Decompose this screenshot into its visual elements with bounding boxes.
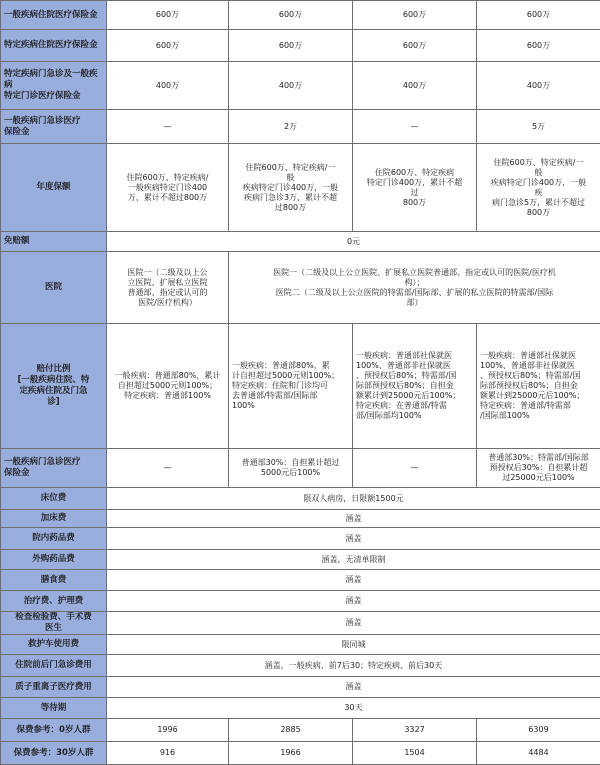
cell: 400万 bbox=[229, 62, 353, 110]
cell: — bbox=[107, 110, 229, 144]
cell: 普通部30%；特需部/国际部 预授权后30%：自担累计超 过25000元后100% bbox=[477, 449, 600, 488]
row-label: 治疗费、护理费 bbox=[1, 591, 107, 612]
cell: 一般疾病：普通部社保就医 100%、普通部非社保就医 、预授权后80%；特需部/国 际部预授权后80%；自担金 额累计到25000元后100%； 特定疾病：普通部/特需部 /国际部100% bbox=[477, 324, 600, 449]
cell: 一般疾病：普通部社保就医 100%、普通部非社保就医 、预授权后80%；特需部/国 际部预授权后80%；自担金 额累计到25000元后100%； 特定疾病：在普通部/特需 部/国际部均100% bbox=[353, 324, 477, 449]
cell: 30天 bbox=[107, 698, 600, 719]
cell: — bbox=[353, 449, 477, 488]
row-label: 质子重离子医疗费用 bbox=[1, 677, 107, 698]
cell: 涵盖 bbox=[107, 591, 600, 612]
row-outside-drugs bbox=[1, 550, 600, 570]
cell: 普通部30%：自担累计超过 5000元后100% bbox=[229, 449, 353, 488]
cell: 医院一（二级及以上公 立医院、扩展私立医院 普通部、指定或认可的 医院/医疗机构） bbox=[107, 252, 229, 324]
cell: 涵盖 bbox=[107, 528, 600, 550]
cell: 1504 bbox=[353, 742, 477, 765]
row-annual-limit bbox=[1, 144, 600, 232]
row-treatment bbox=[1, 591, 600, 612]
row-hospital bbox=[1, 252, 600, 324]
cell: 限双人病房，日限额1500元 bbox=[107, 488, 600, 510]
row-inhospital-drugs bbox=[1, 528, 600, 550]
cell: 4484 bbox=[477, 742, 600, 765]
cell: 600万 bbox=[477, 30, 600, 62]
cell: — bbox=[353, 110, 477, 144]
row-label: 一般疾病门急诊医疗 保险金 bbox=[1, 449, 107, 488]
row-label: 医院 bbox=[1, 252, 107, 324]
cell: 涵盖 bbox=[107, 677, 600, 698]
row-deductible bbox=[1, 232, 600, 252]
row-label: 住院前后门急诊费用 bbox=[1, 655, 107, 677]
row-general-inpatient bbox=[1, 1, 600, 30]
cell: 600万 bbox=[107, 1, 229, 30]
row-premium-0 bbox=[1, 719, 600, 742]
cell: 涵盖，一般疾病、前7后30；特定疾病、前后30天 bbox=[107, 655, 600, 677]
row-general-outpatient bbox=[1, 110, 600, 144]
row-label: 外购药品费 bbox=[1, 550, 107, 570]
row-label: 检查检验费、手术费 医生 bbox=[1, 612, 107, 635]
cell: 1996 bbox=[107, 719, 229, 742]
cell: 住院600万、特定疾病/ 一般疾病特定门诊400 万，累计不超过800万 bbox=[107, 144, 229, 232]
cell: 0元 bbox=[107, 232, 600, 252]
cell: 医院一（二级及以上公立医院、扩展私立医院普通部、指定或认可的医院/医疗机 构）； 医院二（二级及以上公立医院的特需部/国际部、扩展的私立医院的特需部/国际 部） bbox=[229, 252, 600, 324]
row-label: 特定疾病门急诊及一般疾病 特定门诊医疗保险金 bbox=[1, 62, 107, 110]
cell: 住院600万、特定疾病/一 般 疾病特定门诊400万，一般 疾病门急诊3万，累计不超 过800万 bbox=[229, 144, 353, 232]
row-waiting bbox=[1, 698, 600, 719]
row-label: 院内药品费 bbox=[1, 528, 107, 550]
cell: 住院600万、特定疾病 特定门诊400万，累计不超 过 800万 bbox=[353, 144, 477, 232]
cell: 6309 bbox=[477, 719, 600, 742]
row-extra-bed bbox=[1, 510, 600, 528]
cell: 涵盖 bbox=[107, 612, 600, 635]
cell: 5万 bbox=[477, 110, 600, 144]
cell: 一般疾病：普通部80%，累 计自担超过5000元则100%； 特定疾病：住院和门诊均可 去普通部/特需部/国际部 100% bbox=[229, 324, 353, 449]
cell: 600万 bbox=[107, 30, 229, 62]
cell: 住院600万、特定疾病/一 般 疾病特定门诊400万，一般 疾 病门急诊5万，累计不超过 800万 bbox=[477, 144, 600, 232]
cell: 涵盖 bbox=[107, 510, 600, 528]
cell: 限同城 bbox=[107, 635, 600, 655]
row-label: 一般疾病住院医疗保险金 bbox=[1, 1, 107, 30]
cell: 2885 bbox=[229, 719, 353, 742]
row-label: 年度保额 bbox=[1, 144, 107, 232]
row-pre-post bbox=[1, 655, 600, 677]
row-label: 免赔额 bbox=[1, 232, 107, 252]
cell: 600万 bbox=[229, 1, 353, 30]
row-label: 救护车使用费 bbox=[1, 635, 107, 655]
cell: 600万 bbox=[477, 1, 600, 30]
row-meals bbox=[1, 570, 600, 591]
row-label: 床位费 bbox=[1, 488, 107, 510]
row-label: 一般疾病门急诊医疗 保险金 bbox=[1, 110, 107, 144]
cell: 2万 bbox=[229, 110, 353, 144]
cell: 涵盖 bbox=[107, 570, 600, 591]
cell: 600万 bbox=[229, 30, 353, 62]
row-proton bbox=[1, 677, 600, 698]
cell: 一般疾病：普通部80%，累计 自担超过5000元则100%； 特定疾病：普通部100% bbox=[107, 324, 229, 449]
row-bed-fee bbox=[1, 488, 600, 510]
row-label: 保费参考：30岁人群 bbox=[1, 742, 107, 765]
row-payout-ratio bbox=[1, 324, 600, 449]
row-exam bbox=[1, 612, 600, 635]
cell: 916 bbox=[107, 742, 229, 765]
row-label: 特定疾病住院医疗保险金 bbox=[1, 30, 107, 62]
cell: 600万 bbox=[353, 1, 477, 30]
row-premium-30 bbox=[1, 742, 600, 765]
cell: 400万 bbox=[107, 62, 229, 110]
row-ambulance bbox=[1, 635, 600, 655]
cell: 涵盖，无清单限制 bbox=[107, 550, 600, 570]
cell: — bbox=[107, 449, 229, 488]
row-special-outpatient bbox=[1, 62, 600, 110]
cell: 600万 bbox=[353, 30, 477, 62]
cell: 400万 bbox=[353, 62, 477, 110]
row-label: 加床费 bbox=[1, 510, 107, 528]
row-special-inpatient bbox=[1, 30, 600, 62]
row-label: 膳食费 bbox=[1, 570, 107, 591]
cell: 400万 bbox=[477, 62, 600, 110]
row-label: 保费参考：0岁人群 bbox=[1, 719, 107, 742]
row-label: 等待期 bbox=[1, 698, 107, 719]
row-outpatient-ratio bbox=[1, 449, 600, 488]
row-label: 赔付比例 [一般疾病住院、特 定疾病住院及门急 诊] bbox=[1, 324, 107, 449]
cell: 1966 bbox=[229, 742, 353, 765]
cell: 3327 bbox=[353, 719, 477, 742]
